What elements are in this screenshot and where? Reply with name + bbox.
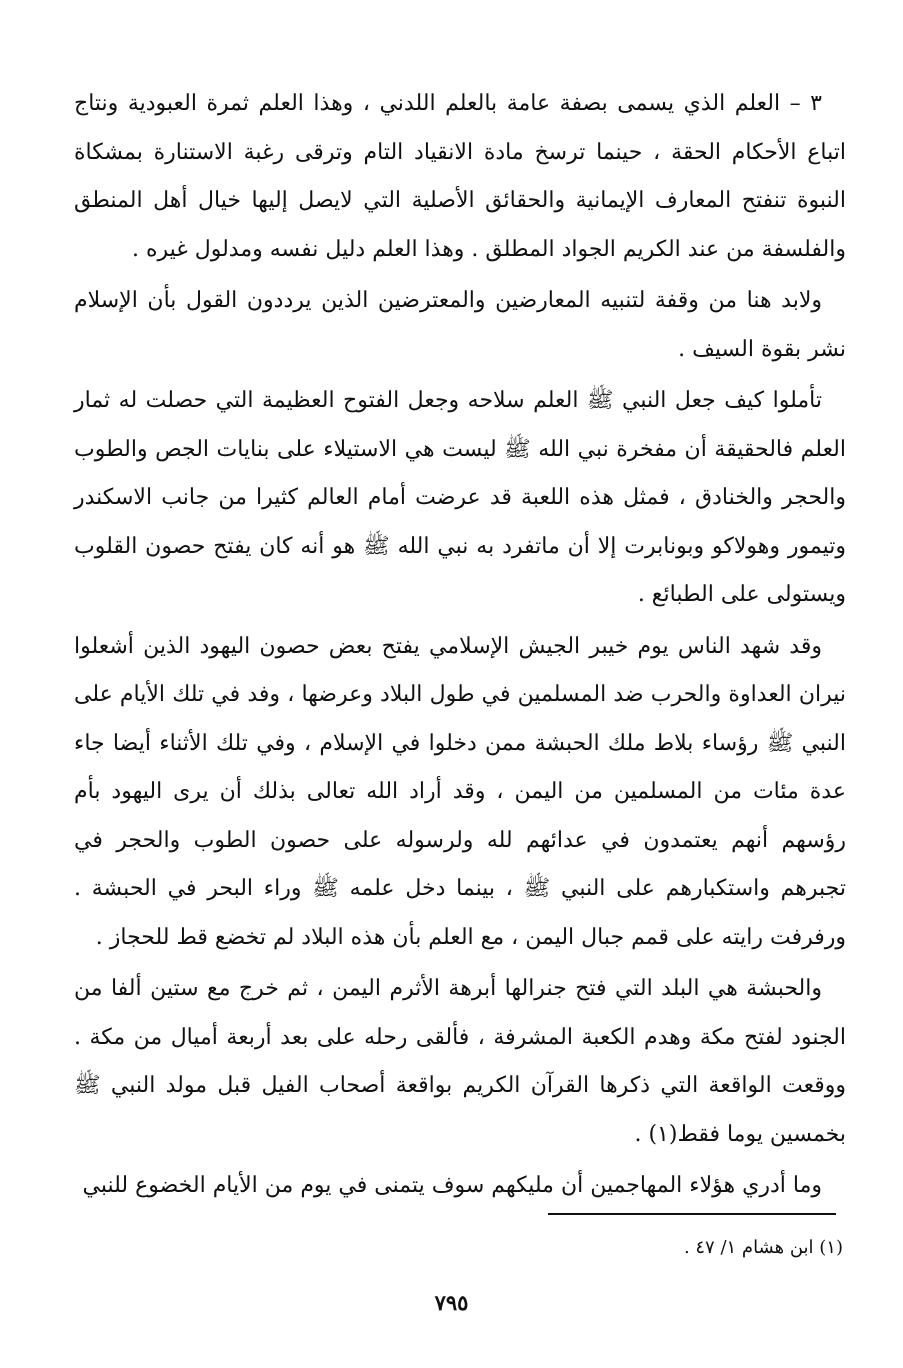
paragraph-attackers: وما أدري هؤلاء المهاجمين أن مليكهم سوف يتمنى في يوم من الأيام الخضوع للنبي bbox=[82, 1173, 822, 1198]
paragraph-knowledge-weapon: تأملوا كيف جعل النبي ﷺ العلم سلاحه وجعل الفتوح العظيمة التي حصلت له ثمار العلم فالحقيقة أن مفخرة نبي الله ﷺ ليست هي الاستيلاء على بنايات الجص والطوب والحجر والخنادق ، فمثل هذه اللعبة قد عرضت أمام العالم كثيرا من جانب الاسكندر وتيمور وهولاكو وبونابرت إلا أن ماتفرد به نبي الله ﷺ هو أنه كان يفتح حصون القلوب ويستولى على الطبائع . bbox=[74, 388, 846, 607]
paragraph-abyssinia: والحبشة هي البلد التي فتح جنرالها أبرهة الأثرم اليمن ، ثم خرج مع ستين ألفا من الجنود لفتح مكة وهدم الكعبة المشرفة ، فألقى رحله على بعد أربعة أميال من مكة . ووقعت الواقعة التي ذكرها القرآن الكريم بواقعة أصحاب الفيل قبل مولد النبي ﷺ بخمسين يوما فقط(١) . bbox=[74, 976, 846, 1147]
body-text bbox=[74, 80, 846, 1214]
footnote: (١) ابن هشام ١/ ٤٧ . bbox=[683, 1237, 843, 1258]
page-number: ٧٩٥ bbox=[434, 1290, 469, 1315]
footnote-divider bbox=[548, 1213, 836, 1215]
paragraph-khaybar: وقد شهد الناس يوم خيبر الجيش الإسلامي يفتح بعض حصون اليهود الذين أشعلوا نيران العداوة والحرب ضد المسلمين في طول البلاد وعرضها ، وفد في تلك الأيام على النبي ﷺ رؤساء بلاط ملك الحبشة ممن دخلوا في الإسلام ، وفي تلك الأثناء أيضا جاء عدة مئات من المسلمين من اليمن ، وقد أراد الله تعالى بذلك أن يرى اليهود بأم رؤسهم أنهم يعتمدون في عدائهم لله ولرسوله على حصون الطوب والحجر في تجبرهم واستكبارهم على النبي ﷺ ، بينما دخل علمه ﷺ وراء البحر في الحبشة . ورفرفت رايته على قمم جبال اليمن ، مع العلم بأن هذه البلاد لم تخضع قط للحجاز . bbox=[74, 633, 846, 950]
paragraph-sword-claim: ولابد هنا من وقفة لتنبيه المعارضين والمعترضين الذين يرددون القول بأن الإسلام نشر بقوة السيف . bbox=[74, 288, 846, 362]
paragraph-ilm-ladunni: ٣ – العلم الذي يسمى بصفة عامة بالعلم اللدني ، وهذا العلم ثمرة العبودية ونتاج اتباع الأحكام الحقة ، حينما ترسخ مادة الانقياد التام وترقى رغبة الاستنارة بمشكاة النبوة تنفتح المعارف الإيمانية والحقائق الأصلية التي لايصل إليها خيال أهل المنطق والفلسفة من عند الكريم الجواد المطلق . وهذا العلم دليل نفسه ومدلول غيره . bbox=[74, 91, 847, 262]
